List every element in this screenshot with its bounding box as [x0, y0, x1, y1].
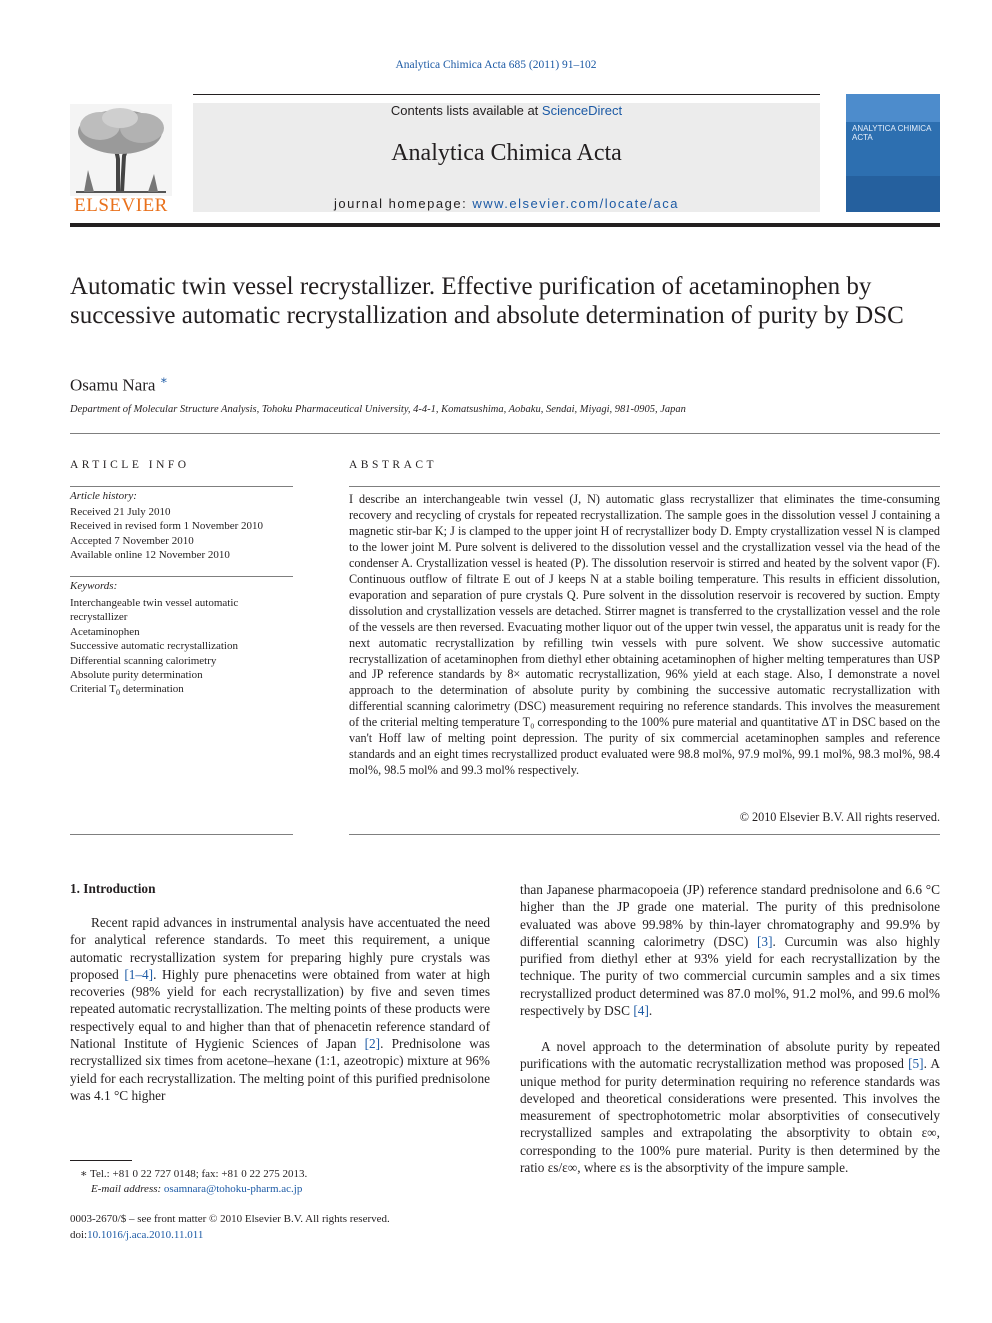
ref-link[interactable]: [3] — [757, 933, 773, 949]
ref-link[interactable]: [2] — [364, 1036, 381, 1052]
intro-text: . — [648, 1003, 653, 1019]
elsevier-wordmark: ELSEVIER — [74, 195, 168, 216]
author-affiliation: Department of Molecular Structure Analysis, Tohoku Pharmaceutical University, 4-4-1, Komatsushima, Aobaku, Sendai, Miyagi, 981-0905, Japan — [70, 404, 686, 415]
abstract-bottom-rule — [349, 834, 940, 835]
intro-paragraph-2 — [520, 1038, 940, 1176]
doi-line — [70, 1228, 570, 1244]
contents-line — [193, 103, 820, 118]
article-info-bottom-rule — [70, 834, 293, 835]
abstract-rule — [349, 486, 940, 487]
abstract-text: I describe an interchangeable twin vessel (J, N) automatic glass recrystallizer that eliminates the time-consuming recovery and recycling of crystals for repeated recrystallization. The sample goes in the dissolution vessel J containing a magnetic stir-bar K; J is clamped to the upper joint H of recrystallizer body D. Empty crystallization vessel N is clamped to the lower joint M. Pure solvent is delivered to the dissolution vessel and the crystallization vessel via the head of the condenser A. Crystallization vessel is heated (P). The dissolution reservoir is stirred and heated by the solvent vapor (F). Continuous outflow of filtrate E out of J keeps N at a stable boiling temperature. This results in efficient dissolution, evaporation and separation of pure crystals Q. Pure solvent in the dissolution reservoir is recovered by suction. Empty dissolution and crystallization vessels are detached. Stirrer magnet is transferred to the crystallization vessel and the role of the vessels are then reversed. Evacuating mother liquor out of the upper twin vessel, the apparatus unit is ready for the next automatic recrystallization by refilling twin vessels with pure solvent. We show successive automatic recrystallization of acetaminophen from diethyl ether obtaining acetaminophen of higher melting temperatures than USP and JP reference standards by 8× automatic recrystallization, 96% yield at each stage. Also, I demonstrate a novel approach to the determination of absolute purity by combining the successive automatic recrystallization with differential scanning calorimetry (DSC) measurement requiring no reference standards. This involves the measurement of the criterial melting temperature T₀ corresponding to the 100% pure material and quantitative ΔT in DSC based on the van't Hoff law of melting point depression. The purity of six commercial acetaminophen samples and reference standards and an eight times recrystallized product evaluated were 98.8 mol%, 97.9 mol%, 99.1 mol%, 98.3 mol%, 98.4 mol%, 98.5 mol% and 99.3 mol% respectively. — [349, 492, 940, 778]
keyword-text: Criterial T — [70, 683, 116, 696]
history-label: Article history: — [70, 490, 137, 502]
intro-paragraph-1 — [70, 914, 490, 1104]
intro-paragraph-cont — [520, 881, 940, 1019]
history-item: Available online 12 November 2010 — [70, 549, 230, 562]
intro-text: . Prednisolone was recrystallized six times from acetone–hexane (1:1, azeotropic) mixture at 96% yield for each recrystallization. The melting point of this purified prednisolone was 4.1 °C higher — [70, 1036, 490, 1103]
author-line — [70, 373, 168, 396]
article-info-rule — [70, 486, 293, 487]
intro-text: than Japanese pharmacopoeia (JP) reference standard prednisolone and 6.6 °C higher than the JP grade one material. The purity of this prednisolone evaluated was above 99.98% by thin-layer chromatography and 99.9% by differential scanning calorimetry (DSC) — [520, 882, 940, 949]
history-list — [70, 505, 300, 563]
doi-label: doi: — [70, 1228, 88, 1241]
footnote-email-line — [80, 1182, 500, 1197]
section-title: 1. Introduction — [70, 881, 156, 896]
footnote — [80, 1167, 500, 1197]
email-label: E-mail address: — [91, 1183, 164, 1195]
keyword: Interchangeable twin vessel automatic — [70, 597, 239, 609]
keyword: Acetaminophen — [70, 625, 140, 638]
keyword: Differential scanning calorimetry — [70, 654, 217, 667]
footnote-tel: Tel.: +81 0 22 727 0148; fax: +81 0 22 275 2013. — [90, 1168, 308, 1180]
homepage-link[interactable]: www.elsevier.com/locate/aca — [472, 196, 679, 211]
ref-link[interactable]: [5] — [908, 1056, 924, 1072]
doi-link[interactable]: 10.1016/j.aca.2010.11.011 — [87, 1228, 204, 1241]
intro-text: A novel approach to the determination of absolute purity by repeated purifications with the automatic recrystallization method was proposed — [520, 1039, 940, 1072]
history-item: Received 21 July 2010 — [70, 506, 171, 518]
journal-citation[interactable]: Analytica Chimica Acta 685 (2011) 91–102 — [395, 59, 597, 71]
front-matter — [70, 1212, 570, 1243]
header-top-rule — [193, 94, 820, 95]
author-name: Osamu Nara — [70, 375, 156, 395]
cover-bar — [846, 176, 940, 212]
footnote-rule — [70, 1160, 132, 1161]
keyword: Absolute purity determination — [70, 669, 203, 682]
keywords-list — [70, 596, 300, 701]
keyword — [70, 682, 300, 701]
cover-stripe — [846, 94, 940, 122]
keyword-text: determination — [119, 683, 184, 696]
history-item: Received in revised form 1 November 2010 — [70, 520, 264, 533]
footnote-tel-line — [80, 1167, 500, 1182]
title-divider — [70, 433, 940, 434]
intro-text: . Highly pure phenacetins were obtained from water at high recoveries (98% yield for each recrystallization) by five and seven times repeated automatic recrystallization. The melting points of these products were respectively equal to and higher than that of phenacetin reference standard of National Institute of Hygienic Sciences of Japan — [70, 966, 490, 1052]
footnote-mark: ∗ — [80, 1168, 88, 1180]
intro-text: Recent rapid advances in instrumental analysis have accentuated the need for analytical reference standards. To meet this requirement, a unique automatic recrystallization system for preparing highly pure crystals was proposed — [70, 915, 490, 982]
cover-title: ANALYTICA CHIMICA ACTA — [852, 124, 931, 142]
journal-cover-image — [846, 94, 940, 212]
email-link[interactable]: osamnara@tohoku-pharm.ac.jp — [163, 1183, 303, 1195]
keyword-subscript: 0 — [115, 688, 120, 698]
sciencedirect-link[interactable]: ScienceDirect — [541, 103, 623, 118]
history-item: Accepted 7 November 2010 — [70, 534, 194, 547]
journal-name: Analytica Chimica Acta — [391, 140, 622, 166]
author-footnote-mark[interactable]: ∗ — [159, 373, 168, 387]
abstract-heading: ABSTRACT — [349, 459, 438, 471]
ref-link[interactable]: [1–4] — [124, 966, 154, 982]
journal-homepage — [193, 196, 820, 211]
keywords-label: Keywords: — [70, 580, 118, 592]
keyword: recrystallizer — [70, 611, 128, 624]
article-info-heading: ARTICLE INFO — [70, 459, 190, 471]
abstract-copyright: © 2010 Elsevier B.V. All rights reserved. — [739, 810, 940, 824]
intro-text: . Curcumin was also highly purified from diethyl ether at 93% yield for each recrystallization by the technique. The purity of two commercial curcumin samples and a six times recrystallized product determined was 87.0 mol%, 91.2 mol%, and 99.6 mol% respectively by DSC — [520, 933, 940, 1019]
keywords-rule — [70, 576, 293, 577]
contents-prefix: Contents lists available at — [390, 103, 542, 118]
ref-link[interactable]: [4] — [633, 1003, 649, 1019]
article-title: Automatic twin vessel recrystallizer. Effective purification of acetaminophen by successive automatic recrystallization and absolute determination of purity by DSC — [70, 273, 904, 329]
header-thick-rule — [70, 223, 940, 227]
intro-text: . A unique method for purity determination requiring no reference standards was developed and theoretical considerations were presented. This involves the measurement of spectrophotometric molar absorptivities of consecutively recrystallized samples and extrapolating the absorptivity to obtain ε∞, corresponding to the 100% pure material. Purity is then determined by the ratio εs/ε∞, where εs is the absorptivity of the impure sample. — [520, 1056, 940, 1176]
homepage-prefix: journal homepage: — [334, 196, 473, 211]
keyword: Successive automatic recrystallization — [70, 640, 238, 653]
issn-line: 0003-2670/$ – see front matter © 2010 Elsevier B.V. All rights reserved. — [70, 1213, 390, 1225]
